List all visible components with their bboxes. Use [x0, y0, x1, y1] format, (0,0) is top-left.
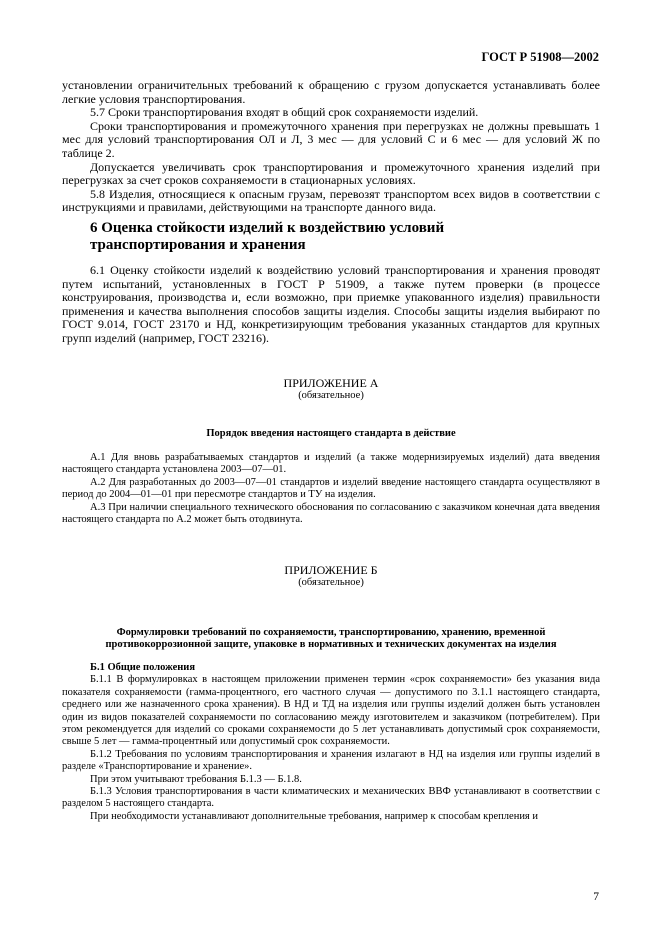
- section-5-text: [62, 79, 600, 215]
- paragraph: При этом учитывают требования Б.1.3 — Б.1.8.: [90, 773, 302, 785]
- paragraph: Б.1.3 Условия транспортирования в части климатических и механических ВВФ устанавливают в соответствии с разделом 5 настоящего стандарта.: [62, 786, 600, 810]
- paragraph: Б.1.2 Требования по условиям транспортирования и хранения излагают в НД на изделия или группы изделий в разделе «Транспортирование и хранение».: [62, 748, 600, 773]
- appendix-b-heading: [62, 565, 600, 588]
- appendix-label: ПРИЛОЖЕНИЕ Б: [284, 563, 378, 577]
- appendix-a-text: [62, 452, 600, 526]
- paragraph: 5.7 Сроки транспортирования входят в общий срок сохраняемости изделий.: [90, 105, 479, 120]
- section-6-title: 6 Оценка стойкости изделий к воздействию условий транспортирования и хранения: [90, 220, 445, 253]
- appendix-b-text: [62, 662, 600, 823]
- paragraph: При необходимости устанавливают дополнительные требования, например к способам крепления и: [90, 810, 539, 822]
- paragraph: А.1 Для вновь разрабатываемых стандартов и изделий (а также модернизируемых изделий) дата введения настоящего стандарта установлена 2003—07—01.: [62, 452, 600, 476]
- paragraph: Сроки транспортирования и промежуточного хранения при перегрузках не должны превышать 1 мес для условий транспортирования ОЛ и Л, 3 мес — для условий С и 6 мес — для условий Ж по таблице 2.: [62, 118, 600, 160]
- appendix-a-title: Порядок введения настоящего стандарта в действие: [206, 428, 456, 439]
- subheading: Б.1 Общие положения: [90, 662, 196, 673]
- appendix-b-title: Формулировки требований по сохраняемости, транспортированию, хранению, временной противокоррозионной защите, упаковке в нормативных и технических документах на изделия: [105, 627, 557, 650]
- paragraph: 6.1 Оценку стойкости изделий к воздействию условий транспортирования и хранения проводят путем испытаний, установленных в ГОСТ Р 51909, а также путем проверки (в процессе конструирования, производства и, если возможно, при приемке упакованного изделия) правильности применения и качества выполнения способов защиты изделия. Способы защиты изделия выбирают по ГОСТ 9.014, ГОСТ 23170 и НД, конкретизирующим требования указанных стандартов для крупных групп изделий (например, ГОСТ 23216).: [62, 263, 600, 345]
- paragraph: Допускается увеличивать срок транспортирования и промежуточного хранения изделий при перегрузках за счет сроков сохраняемости в стационарных условиях.: [62, 159, 600, 188]
- appendix-a-heading: [62, 378, 600, 401]
- page-number: 7: [593, 891, 599, 903]
- appendix-label: ПРИЛОЖЕНИЕ А: [283, 376, 379, 390]
- appendix-status: (обязательное): [298, 576, 364, 588]
- paragraph: А.3 При наличии специального технического обоснования по согласованию с заказчиком конечная дата введения настоящего стандарта по А.2 может быть отодвинута.: [62, 501, 600, 526]
- paragraph: А.2 Для разработанных до 2003—07—01 стандартов и изделий введение настоящего стандарта осуществляют в период до 2004—01—01 при пересмотре стандартов и ТУ на изделия.: [62, 476, 600, 501]
- section-6-text: [62, 264, 600, 346]
- paragraph: установлении ограничительных требований к обращению с грузом допускается устанавливать более легкие условия транспортирования.: [62, 78, 600, 106]
- paragraph: Б.1.1 В формулировках в настоящем приложении применен термин «срок сохраняемости» без указания вида показателя сохраняемости (гамма-процентного, его частного случая — допустимого по 3.1.1 настоящего стандарта, среднего или же назначенного срока хранения). В НД и ТД на изделия или группы изделий должен быть установлен один из видов показателей сохраняемости по согласованию между изготовителем и заказчиком (потребителем). При этом рекомендуется для изделий со сроками сохраняемости до 5 лет устанавливать допустимый срок сохраняемости, свыше 5 лет — гамма-процентный или допустимый срок сохраняемости.: [62, 674, 600, 748]
- appendix-status: (обязательное): [298, 389, 364, 401]
- paragraph: 5.8 Изделия, относящиеся к опасным грузам, перевозят транспортом всех видов в соответствии с инструкциями и правилами, действующими на транспорте данного вида.: [62, 186, 600, 215]
- doc-header: ГОСТ Р 51908—2002: [481, 50, 599, 64]
